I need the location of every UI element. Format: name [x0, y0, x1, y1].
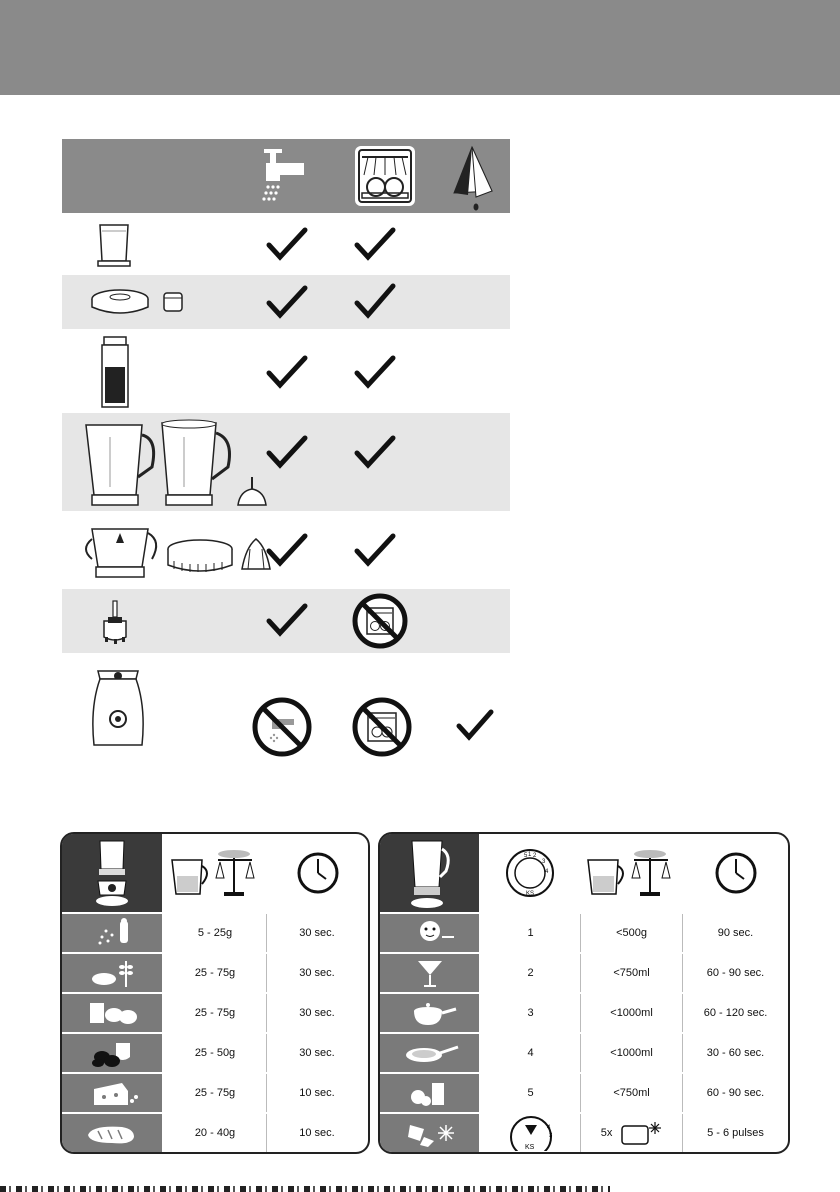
quantity-header-cell	[164, 834, 268, 912]
mill-usage-rows	[62, 912, 368, 1152]
no-dishwasher-icon	[352, 697, 412, 757]
svg-text:4: 4	[546, 1125, 550, 1131]
bread-icon	[82, 1117, 142, 1149]
svg-text:3: 3	[541, 859, 546, 865]
time-header-cell	[684, 834, 788, 912]
speed-cell: 3	[481, 994, 581, 1032]
mill-usage-row	[62, 952, 368, 992]
check-icon	[354, 355, 396, 389]
blade-unit-and-cap-icon	[90, 285, 200, 319]
time-header-cell	[268, 834, 368, 912]
quantity-cell: <1000ml	[581, 994, 683, 1032]
cloth-wipe-icon	[446, 145, 496, 213]
ice-cube-icon	[618, 1120, 662, 1146]
check-icon	[266, 603, 308, 637]
food-icon-cell	[62, 994, 164, 1032]
food-icon-cell	[62, 1074, 164, 1112]
cleaning-row-blender-jugs	[62, 413, 510, 513]
bottom-print-strip	[0, 1186, 610, 1192]
quantity-cell: 25 - 75g	[164, 954, 267, 992]
check-icon	[266, 285, 308, 319]
check-icon	[266, 355, 308, 389]
mill-usage-row	[62, 912, 368, 952]
check-icon	[354, 435, 396, 469]
speed-cell	[481, 1114, 581, 1152]
cleaning-header	[62, 139, 510, 213]
blender-usage-row	[380, 1112, 788, 1152]
batter-pan-icon	[400, 1037, 460, 1069]
quantity-header-cell	[581, 834, 684, 912]
food-icon-cell	[380, 1034, 481, 1072]
time-cell: 60 - 90 sec.	[706, 1087, 765, 1099]
svg-text:2: 2	[532, 853, 537, 859]
quantity-cell: <500g	[581, 914, 683, 952]
check-icon	[266, 533, 308, 567]
cleaning-row-citrus-press	[62, 513, 510, 589]
coupler-icon	[100, 599, 130, 645]
cleaning-row-blade-unit	[62, 275, 510, 331]
timer-icon	[714, 851, 758, 895]
speed-header-cell	[481, 834, 582, 912]
quantity-cell: <750ml	[581, 1074, 683, 1112]
pepper-grinder-icon	[82, 917, 142, 949]
food-icon-cell	[62, 954, 164, 992]
mill-usage-row	[62, 992, 368, 1032]
tap-water-icon	[256, 145, 312, 211]
quantity-cell	[581, 1114, 683, 1152]
time-cell: 60 - 120 sec.	[703, 1007, 768, 1019]
quantity-cell: 25 - 75g	[164, 1074, 267, 1112]
mill-usage-row	[62, 1112, 368, 1152]
cocktail-icon	[400, 957, 460, 989]
blender-usage-rows	[380, 912, 788, 1152]
svg-text:KS: KS	[524, 1144, 534, 1151]
blender-usage-row	[380, 1032, 788, 1072]
time-cell: 10 sec.	[299, 1127, 335, 1139]
cleaning-table	[62, 139, 510, 755]
top-banner	[0, 0, 840, 95]
blender-icon	[404, 837, 454, 909]
no-dishwasher-icon	[352, 593, 408, 649]
mill-usage-header	[62, 834, 368, 912]
blender-header-cell	[380, 834, 481, 912]
dishwasher-icon	[354, 145, 416, 207]
cleaning-row-coupler	[62, 589, 510, 655]
no-water-icon	[252, 697, 312, 757]
food-icon-cell	[62, 1034, 164, 1072]
speed-cell: 5	[481, 1074, 581, 1112]
time-cell: 60 - 90 sec.	[706, 967, 765, 979]
food-icon-cell	[380, 994, 481, 1032]
smoothie-icon	[400, 1077, 460, 1109]
svg-text:1: 1	[527, 852, 532, 858]
quantity-cell: 25 - 50g	[164, 1034, 267, 1072]
ice-crush-icon	[400, 1117, 460, 1149]
svg-text:3: 3	[548, 1133, 552, 1139]
mill-attachment-icon	[90, 837, 134, 909]
quantity-cell: 20 - 40g	[164, 1114, 267, 1152]
time-cell: 5 - 6 pulses	[707, 1127, 764, 1139]
check-icon	[266, 227, 308, 261]
citrus-press-icon	[78, 519, 278, 583]
mill-jar-icon	[94, 221, 134, 267]
mill-header-cell	[62, 834, 164, 912]
blender-jugs-icon	[80, 417, 270, 509]
food-icon-cell	[380, 1074, 481, 1112]
cleaning-row-mill-jar	[62, 213, 510, 275]
check-icon	[354, 283, 396, 319]
mill-usage-row	[62, 1072, 368, 1112]
blender-usage-row	[380, 992, 788, 1032]
cleaning-row-motor-base	[62, 655, 510, 755]
filter-icon	[98, 335, 132, 409]
food-icon-cell	[380, 914, 481, 952]
food-icon-cell	[380, 954, 481, 992]
mill-usage-table	[60, 832, 370, 1154]
speed-cell: 1	[481, 914, 581, 952]
time-cell: 30 sec.	[299, 967, 335, 979]
speed-cell: 4	[481, 1034, 581, 1072]
check-icon	[354, 533, 396, 567]
food-icon-cell	[380, 1114, 481, 1152]
quantity-text: 5x	[600, 1127, 613, 1139]
blender-usage-table	[378, 832, 790, 1154]
soup-pot-icon	[400, 997, 460, 1029]
svg-text:KS: KS	[525, 891, 534, 897]
time-cell: 30 - 60 sec.	[706, 1047, 765, 1059]
food-icon-cell	[62, 914, 164, 952]
speed-cell: 2	[481, 954, 581, 992]
check-icon	[354, 227, 396, 261]
quantity-cell: 5 - 25g	[164, 914, 267, 952]
time-cell: 30 sec.	[299, 1007, 335, 1019]
quantity-cell: 25 - 75g	[164, 994, 267, 1032]
measuring-jug-scale-icon	[168, 848, 262, 898]
cleaning-row-filter	[62, 331, 510, 413]
check-icon	[456, 709, 494, 741]
quantity-cell: <750ml	[581, 954, 683, 992]
blender-usage-row	[380, 912, 788, 952]
svg-text:5: 5	[523, 853, 528, 859]
timer-icon	[296, 851, 340, 895]
speed-dial-icon	[504, 847, 556, 899]
time-cell: 30 sec.	[299, 927, 335, 939]
motor-base-icon	[88, 667, 148, 749]
time-cell: 30 sec.	[299, 1047, 335, 1059]
blender-usage-header	[380, 834, 788, 912]
food-icon-cell	[62, 1114, 164, 1152]
time-cell: 10 sec.	[299, 1087, 335, 1099]
check-icon	[266, 435, 308, 469]
quantity-cell: <1000ml	[581, 1034, 683, 1072]
baby-food-icon	[400, 917, 460, 949]
svg-text:4: 4	[544, 869, 549, 875]
mill-usage-row	[62, 1032, 368, 1072]
time-cell: 90 sec.	[717, 927, 754, 939]
blender-usage-row	[380, 1072, 788, 1112]
cheese-icon	[82, 1077, 142, 1109]
nuts-icon	[82, 997, 142, 1029]
measuring-jug-scale-icon	[584, 848, 678, 898]
coffee-beans-icon	[82, 1037, 142, 1069]
pulse-dial-icon	[503, 1115, 559, 1151]
blender-usage-row	[380, 952, 788, 992]
grain-wheat-icon	[82, 957, 142, 989]
